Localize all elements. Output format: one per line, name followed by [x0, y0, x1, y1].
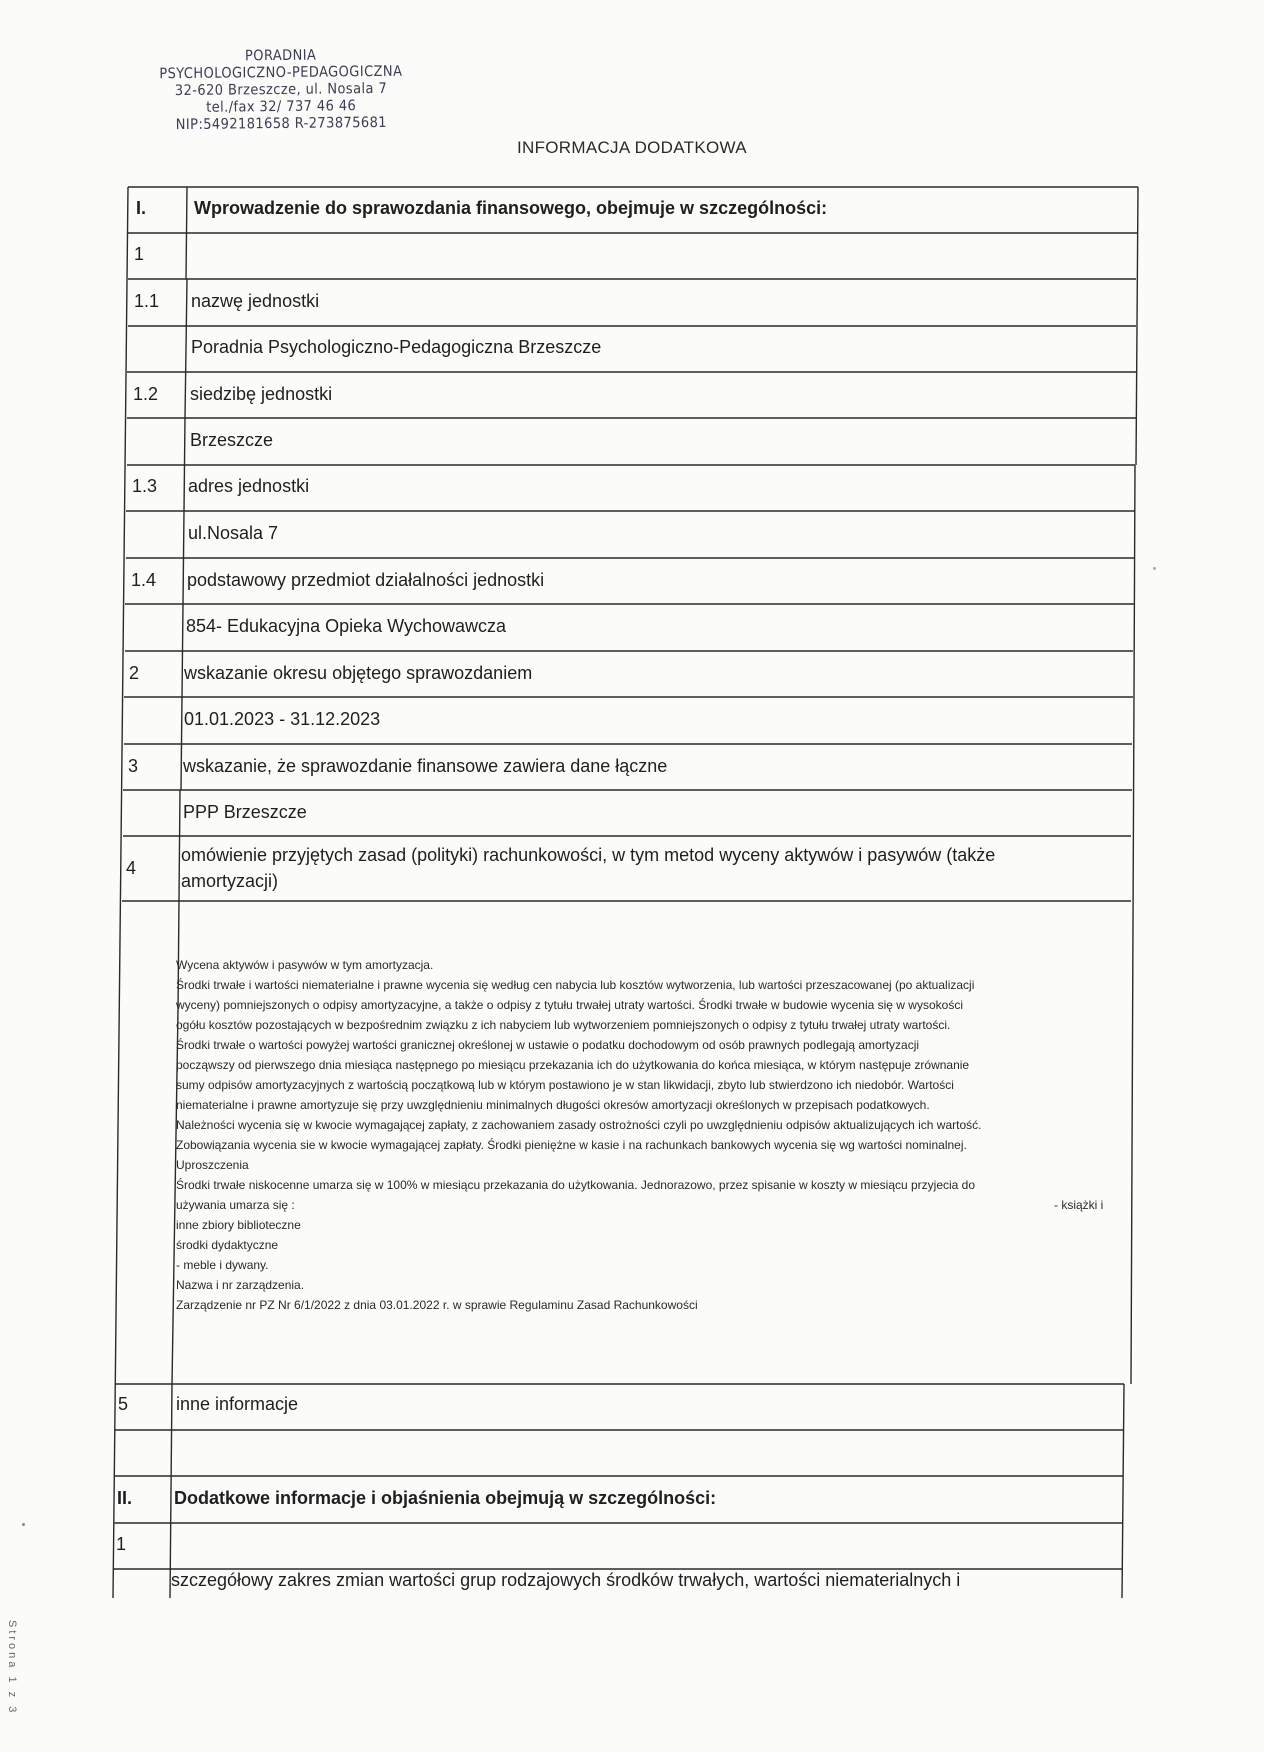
field-label: wskazanie, że sprawozdanie finansowe zawiera dane łączne [183, 756, 668, 776]
field-label: omówienie przyjętych zasad (polityki) rachunkowości, w tym metod wyceny aktywów i pasywów (także [181, 845, 996, 865]
field-label: podstawowy przedmiot działalności jednostki [187, 570, 545, 590]
row-number: 1.1 [134, 291, 160, 311]
field-value: PPP Brzeszcze [183, 802, 307, 822]
policy-line: Środki trwałe o wartości powyżej wartości granicznej określonej w ustawie o podatku dochodowym od osób prawnych podlegają amortyzacji [176, 1038, 920, 1052]
field-label: amortyzacji) [181, 871, 279, 891]
policy-line: Zobowiązania wycenia sie w kwocie wymagającej zapłaty. Środki pieniężne w kasie i na rachunkach bankowych wycenia się wg wartości nominalnej. [176, 1138, 967, 1152]
field-label: adres jednostki [188, 476, 310, 496]
stamp-line: tel./fax 32/ 737 46 46 [206, 98, 357, 116]
document-title: INFORMACJA DODATKOWA [517, 138, 747, 157]
policy-line: środki dydaktyczne [176, 1238, 279, 1252]
row-number: 1.2 [133, 384, 159, 404]
policy-line: niematerialne i prawne amortyzuje się przy uwzględnieniu minimalnych długości okresów amortyzacji określonych w przepisach podatkowych. [176, 1098, 930, 1112]
policy-line: Środki trwałe i wartości niematerialne i prawne wycenia się według cen nabycia lub kosztów wytworzenia, lub wartości przeszacowanej (po aktualizacji [176, 978, 975, 992]
policy-line [176, 1195, 1126, 1215]
row-number: 3 [128, 756, 139, 776]
stamp-line: NIP:5492181658 R-273875681 [175, 114, 388, 134]
scan-speck [22, 1523, 25, 1526]
policy-line: począwszy od pierwszego dnia miesiąca następnego po miesiącu przekazania ich do użytkowania do końca miesiąca, w którym następuje zrównanie [176, 1058, 970, 1072]
row-number: 1 [134, 244, 145, 264]
policy-line: Nazwa i nr zarządzenia. [176, 1278, 305, 1292]
field-value: 854- Edukacyjna Opieka Wychowawcza [186, 616, 506, 636]
field-value: Brzeszcze [190, 430, 274, 450]
policy-line: Zarządzenie nr PZ Nr 6/1/2022 z dnia 03.01.2022 r. w sprawie Regulaminu Zasad Rachunkowości [176, 1298, 698, 1312]
field-label: inne informacje [176, 1394, 299, 1414]
section-number: I. [136, 198, 147, 218]
policy-line: Środki trwałe niskocenne umarza się w 100% w miesiącu przekazania do użytkowania. Jednorazowo, przez spisanie w koszty w miesiącu przyjecia do [176, 1178, 976, 1192]
field-label: wskazanie okresu objętego sprawozdaniem [184, 663, 533, 683]
policy-line: inne zbiory biblioteczne [176, 1218, 301, 1232]
row-number: 5 [118, 1394, 129, 1414]
row-number: 1.4 [131, 570, 157, 590]
policy-line: - meble i dywany. [176, 1258, 269, 1272]
field-label: szczegółowy zakres zmian wartości grup rodzajowych środków trwałych, wartości niematerialnych i [171, 1570, 961, 1590]
stamp-line: 32-620 Brzeszcze, ul. Nosala 7 [174, 80, 388, 100]
field-value: ul.Nosala 7 [188, 523, 279, 543]
field-value: Poradnia Psychologiczno-Pedagogiczna Brzeszcze [191, 337, 602, 357]
page-number-mark: Strona 1 z 3 [6, 1620, 18, 1716]
row-number: 4 [126, 858, 137, 878]
section-number: II. [117, 1488, 133, 1508]
policy-line: Wycena aktywów i pasywów w tym amortyzacja. [176, 958, 434, 972]
policy-line: Uproszczenia [176, 1158, 249, 1172]
accounting-policy-text [176, 955, 1126, 1315]
field-label: nazwę jednostki [191, 291, 320, 311]
row-number: 2 [129, 663, 140, 683]
policy-line: wyceny) pomniejszonych o odpisy amortyzacyjne, a także o odpisy z tytułu trwałej utraty wartości. Środki trwałe w budowie wycenia się w wysokości [176, 998, 963, 1012]
field-label: siedzibę jednostki [190, 384, 333, 404]
stamp-line: PORADNIA [244, 47, 317, 65]
policy-line: Należności wycenia się w kwocie wymagającej zapłaty, z zachowaniem zasady ostrożności czyli po uwzględnieniu odpisów aktualizujących ich wartość. [176, 1118, 982, 1132]
section-heading: Wprowadzenie do sprawozdania finansowego, obejmuje w szczególności: [194, 198, 828, 218]
scan-speck [1153, 567, 1156, 570]
field-value: 01.01.2023 - 31.12.2023 [184, 709, 381, 729]
policy-line: sumy odpisów amortyzacyjnych z wartością początkową lub w którym postawiono je w stan likwidacji, zbyto lub stwierdzono ich niedobór. Wartości [176, 1078, 954, 1092]
stamp-line: PSYCHOLOGICZNO-PEDAGOGICZNA [159, 63, 403, 83]
row-number: 1 [116, 1534, 127, 1554]
policy-line-left: używania umarza się : [176, 1198, 295, 1212]
section-heading: Dodatkowe informacje i objaśnienia obejmują w szczególności: [174, 1488, 717, 1508]
policy-line-right: - książki i [1054, 1198, 1104, 1212]
row-number: 1.3 [132, 476, 158, 496]
policy-line: ogółu kosztów pozostających w bezpośrednim związku z ich nabyciem lub wytworzeniem pomniejszonych o odpisy z tytułu trwałej utraty wartości. [176, 1018, 951, 1032]
